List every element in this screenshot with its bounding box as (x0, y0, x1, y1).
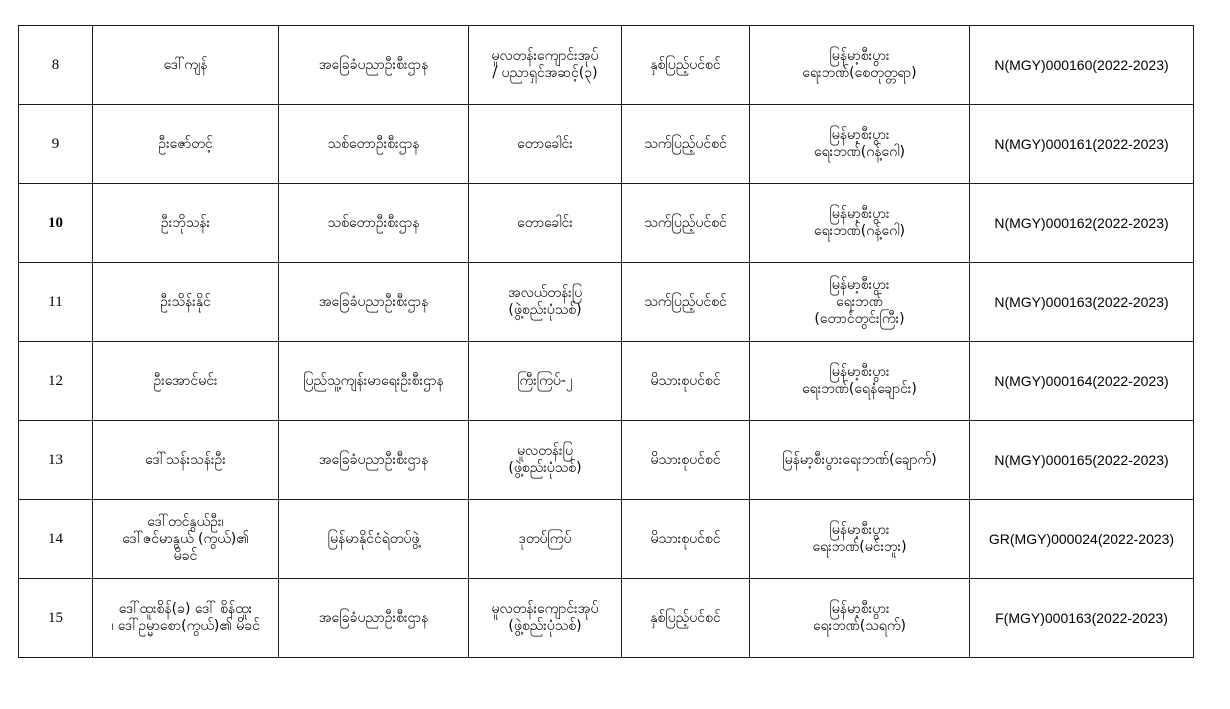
department-line: အခြေခံပညာဦးစီးဌာန (318, 56, 429, 73)
department-line: အခြေခံပညာဦးစီးဌာန (318, 609, 429, 626)
table-row (19, 263, 1194, 342)
bank-branch-line: မြန်မာ့စီးပွား (829, 364, 890, 380)
department-content (279, 421, 468, 499)
name-line: ၊ ဒေါ်ဥမ္မာစော(ကွယ်)၏ မိခင် (111, 618, 260, 634)
payment-code-content: N(MGY)000160(2022-2023) (994, 56, 1169, 73)
position-content (469, 105, 621, 183)
name-cell (93, 263, 279, 342)
department-line: အခြေခံပညာဦးစီးဌာန (318, 293, 429, 310)
department-line: အခြေခံပညာဦးစီးဌာန (318, 451, 429, 468)
bank-branch-cell (750, 342, 970, 421)
bank-branch-line: ရေးဘဏ်(ဂန့်ဂေါ) (814, 144, 905, 160)
name-content (93, 342, 278, 420)
row-number-content: 10 (48, 214, 63, 231)
name-content (93, 184, 278, 262)
pension-type-line: သက်ပြည့်ပင်စင် (644, 214, 727, 231)
name-line: ဒေါ်ထူးစိန်(ခ) ဒေါ် စိန်ထူး (118, 601, 253, 617)
department-line: ပြည်သူ့ကျန်းမာရေးဦးစီးဌာန (303, 372, 444, 389)
pension-type-content (622, 342, 749, 420)
pension-type-cell (622, 342, 750, 421)
position-content (469, 500, 621, 578)
payment-code-cell (970, 421, 1194, 500)
department-content (279, 263, 468, 341)
name-content (93, 421, 278, 499)
bank-branch-cell (750, 184, 970, 263)
name-content (93, 500, 278, 578)
name-line: ဒေါ်ဇင်မာနွယ် (ကွယ်)၏ (122, 530, 249, 547)
position-line: တောခေါင်း (517, 214, 573, 231)
position-line: မူလတန်းကျောင်းအုပ် (491, 601, 599, 617)
pension-type-cell (622, 579, 750, 658)
department-line: သစ်တောဦးစီးဌာန (327, 214, 420, 231)
department-line: သစ်တောဦးစီးဌာန (327, 135, 420, 152)
bank-branch-content (750, 500, 969, 578)
bank-branch-content (750, 105, 969, 183)
bank-branch-line: မြန်မာ့စီးပွား (829, 522, 890, 538)
name-line: ဒေါ်ကျန် (163, 56, 208, 73)
pension-type-cell (622, 421, 750, 500)
pension-type-line: နှစ်ပြည့်ပင်စင် (650, 56, 721, 73)
department-content (279, 579, 468, 657)
pension-type-content (622, 500, 749, 578)
name-content (93, 26, 278, 104)
payment-code-cell (970, 184, 1194, 263)
bank-branch-line: ရေးဘဏ် (836, 293, 883, 310)
payment-code-cell (970, 263, 1194, 342)
bank-branch-line: မြန်မာ့စီးပွား (829, 276, 890, 293)
payment-code-content: N(MGY)000164(2022-2023) (994, 372, 1169, 389)
department-content (279, 184, 468, 262)
pension-type-line: သက်ပြည့်ပင်စင် (644, 135, 727, 152)
bank-branch-cell (750, 421, 970, 500)
row-number-content: 12 (48, 372, 63, 389)
payment-code-cell (970, 105, 1194, 184)
name-content (93, 263, 278, 341)
pension-type-line: မိသားစုပင်စင် (650, 372, 721, 389)
department-cell (279, 579, 469, 658)
row-number-cell (19, 184, 93, 263)
row-number-content: 9 (51, 135, 60, 152)
pension-type-line: မိသားစုပင်စင် (650, 451, 721, 468)
row-number-content: 8 (51, 56, 60, 73)
position-line: ဒုတပ်ကြပ် (518, 530, 572, 547)
bank-branch-line: ရေးဘဏ်(သရက်) (813, 618, 906, 634)
table-row (19, 342, 1194, 421)
payment-code-cell (970, 26, 1194, 105)
position-line: အလယ်တန်းပြ (507, 285, 583, 301)
row-number-cell (19, 105, 93, 184)
payment-code-content: F(MGY)000163(2022-2023) (995, 609, 1168, 626)
name-cell (93, 342, 279, 421)
table-row (19, 105, 1194, 184)
position-line: (ဖွဲ့စည်းပုံသစ်) (508, 302, 582, 318)
name-cell (93, 421, 279, 500)
row-number-cell (19, 500, 93, 579)
position-line: (ဖွဲ့စည်းပုံသစ်) (508, 460, 582, 476)
table-row (19, 579, 1194, 658)
department-cell (279, 421, 469, 500)
pension-type-cell (622, 184, 750, 263)
bank-branch-content (750, 26, 969, 104)
bank-branch-cell (750, 263, 970, 342)
table-row (19, 500, 1194, 579)
department-content (279, 105, 468, 183)
name-line: ဦးသိန်းနိုင် (160, 293, 211, 310)
department-content (279, 500, 468, 578)
department-cell (279, 263, 469, 342)
bank-branch-content (750, 184, 969, 262)
bank-branch-content (750, 263, 969, 341)
pension-type-content (622, 579, 749, 657)
row-number-cell (19, 26, 93, 105)
position-content (469, 421, 621, 499)
table-row (19, 184, 1194, 263)
bank-branch-content (750, 421, 969, 499)
position-cell (469, 421, 622, 500)
pension-type-content (622, 421, 749, 499)
position-cell (469, 184, 622, 263)
bank-branch-line: မြန်မာ့စီးပွား (829, 127, 890, 143)
name-line: ဒေါ်သန်းသန်းဦး (145, 451, 226, 468)
position-cell (469, 579, 622, 658)
bank-branch-line: ရေးဘဏ်(ရေနံချောင်း) (802, 381, 917, 397)
position-line: တောခေါင်း (517, 135, 573, 152)
position-cell (469, 500, 622, 579)
position-line: မူလတန်းကျောင်းအုပ် (491, 48, 599, 64)
bank-branch-cell (750, 579, 970, 658)
department-line: မြန်မာနိုင်ငံရဲတပ်ဖွဲ့ (327, 530, 420, 547)
payment-code-content: GR(MGY)000024(2022-2023) (988, 530, 1175, 547)
name-line: မိခင် (173, 547, 198, 564)
bank-branch-line: (တောင်တွင်းကြီး) (814, 310, 905, 327)
pension-type-content (622, 105, 749, 183)
name-line: ဒေါ်တင်နွယ်ဦး၊ (147, 513, 224, 530)
bank-branch-line: ရေးဘဏ်(ဂန့်ဂေါ) (814, 223, 905, 239)
name-content (93, 579, 278, 657)
department-content (279, 26, 468, 104)
pension-type-cell (622, 263, 750, 342)
row-number-cell (19, 342, 93, 421)
bank-branch-line: မြန်မာ့စီးပွား (829, 48, 890, 64)
name-cell (93, 105, 279, 184)
payment-code-cell (970, 500, 1194, 579)
position-cell (469, 342, 622, 421)
payment-code-cell (970, 579, 1194, 658)
bank-branch-cell (750, 26, 970, 105)
pension-type-line: မိသားစုပင်စင် (650, 530, 721, 547)
position-content (469, 263, 621, 341)
pension-type-cell (622, 105, 750, 184)
row-number-cell (19, 421, 93, 500)
table-row (19, 26, 1194, 105)
department-cell (279, 26, 469, 105)
position-line: ကြီးကြပ်-၂ (517, 372, 573, 389)
row-number-content: 14 (48, 530, 63, 547)
table-body (19, 26, 1194, 658)
department-cell (279, 184, 469, 263)
position-line: မူလတန်းပြ (517, 443, 573, 459)
name-line: ဦးဇော်တင့် (158, 135, 213, 152)
bank-branch-line: မြန်မာ့စီးပွား (829, 601, 890, 617)
position-content (469, 579, 621, 657)
payment-code-content: N(MGY)000161(2022-2023) (994, 135, 1169, 152)
position-cell (469, 105, 622, 184)
row-number-cell (19, 579, 93, 658)
pension-table (18, 25, 1194, 658)
name-line: ဦးဘိုသန်း (160, 214, 211, 231)
pension-type-cell (622, 500, 750, 579)
pension-type-cell (622, 26, 750, 105)
position-content (469, 184, 621, 262)
pension-type-content (622, 184, 749, 262)
row-number-cell (19, 263, 93, 342)
name-line: ဦးအောင်မင်း (153, 372, 218, 389)
bank-branch-content (750, 342, 969, 420)
pension-type-line: သက်ပြည့်ပင်စင် (644, 293, 727, 310)
position-cell (469, 26, 622, 105)
bank-branch-line: မြန်မာ့စီးပွား (829, 206, 890, 222)
department-cell (279, 342, 469, 421)
name-cell (93, 579, 279, 658)
name-cell (93, 500, 279, 579)
table-row (19, 421, 1194, 500)
payment-code-content: N(MGY)000163(2022-2023) (994, 293, 1169, 310)
row-number-content: 13 (48, 451, 63, 468)
name-content (93, 105, 278, 183)
position-content (469, 26, 621, 104)
bank-branch-line: ရေးဘဏ်(စေတုတ္တရာ) (802, 65, 917, 81)
name-cell (93, 26, 279, 105)
bank-branch-line: မြန်မာ့စီးပွားရေးဘဏ်(ချောက်) (782, 451, 937, 468)
position-line: (ဖွဲ့စည်းပုံသစ်) (508, 618, 582, 634)
department-content (279, 342, 468, 420)
name-cell (93, 184, 279, 263)
bank-branch-cell (750, 500, 970, 579)
pension-type-content (622, 263, 749, 341)
position-cell (469, 263, 622, 342)
payment-code-content: N(MGY)000165(2022-2023) (994, 451, 1169, 468)
bank-branch-cell (750, 105, 970, 184)
row-number-content: 15 (48, 609, 63, 626)
bank-branch-line: ရေးဘဏ်(မင်းဘူး) (812, 539, 907, 555)
row-number-content: 11 (48, 293, 63, 310)
bank-branch-content (750, 579, 969, 657)
payment-code-cell (970, 342, 1194, 421)
pension-type-content (622, 26, 749, 104)
department-cell (279, 500, 469, 579)
department-cell (279, 105, 469, 184)
pension-type-line: နှစ်ပြည့်ပင်စင် (650, 609, 721, 626)
position-content (469, 342, 621, 420)
position-line: / ပညာရှင်အဆင့်(၃) (492, 65, 598, 81)
payment-code-content: N(MGY)000162(2022-2023) (994, 214, 1169, 231)
